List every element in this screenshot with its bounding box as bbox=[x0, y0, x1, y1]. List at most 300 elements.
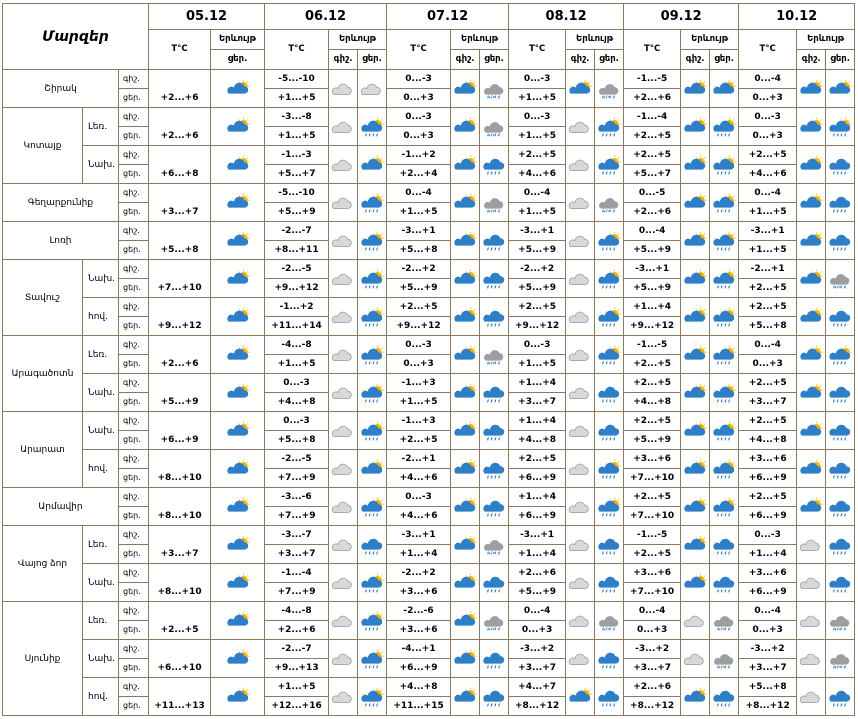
weather-icon-day bbox=[358, 450, 387, 488]
temp-value: +1...+5 bbox=[387, 203, 451, 222]
temp-value: +4...+8 bbox=[739, 431, 797, 450]
temp-value: -2...+2 bbox=[387, 260, 451, 279]
temp-value: +6...+9 bbox=[149, 412, 211, 450]
night-subheader: գիշ. bbox=[681, 50, 710, 70]
time-of-day: ցեր. bbox=[119, 279, 149, 298]
temp-value: -3...+2 bbox=[509, 640, 566, 659]
zone-name: հով. bbox=[83, 678, 119, 716]
weather-icon-day bbox=[826, 298, 855, 336]
region-name: Արարատ bbox=[3, 412, 83, 488]
zone-name: Լեռ. bbox=[83, 336, 119, 374]
weather-icon-day bbox=[480, 108, 509, 146]
temp-value: +5...+9 bbox=[509, 583, 566, 602]
weather-icon-day bbox=[358, 108, 387, 146]
temp-value: +5...+8 bbox=[739, 678, 797, 697]
weather-icon-night bbox=[681, 374, 710, 412]
temp-value: +11...+14 bbox=[265, 317, 329, 336]
weather-icon-night bbox=[566, 450, 595, 488]
weather-icon-day bbox=[480, 488, 509, 526]
weather-icon-day bbox=[358, 184, 387, 222]
weather-icon-night bbox=[451, 412, 480, 450]
weather-icon-night bbox=[797, 526, 826, 564]
temp-value: +3...+7 bbox=[149, 526, 211, 564]
temp-value: +6...+9 bbox=[739, 507, 797, 526]
temp-value: -3...-7 bbox=[265, 526, 329, 545]
weather-header: Երևույթ bbox=[566, 30, 624, 50]
weather-icon-day bbox=[595, 564, 624, 602]
temp-value: 0...-4 bbox=[387, 184, 451, 203]
temp-value: +4...+6 bbox=[387, 469, 451, 488]
weather-icon-day bbox=[595, 412, 624, 450]
weather-icon-day bbox=[710, 298, 739, 336]
temp-value: +3...+7 bbox=[509, 659, 566, 678]
weather-icon-night bbox=[681, 526, 710, 564]
weather-icon-day bbox=[710, 108, 739, 146]
temp-value: +2...+5 bbox=[739, 412, 797, 431]
weather-icon-night bbox=[329, 678, 358, 716]
temp-value: 0...-3 bbox=[739, 526, 797, 545]
weather-icon-night bbox=[797, 298, 826, 336]
weather-icon-night bbox=[681, 640, 710, 678]
temp-value: -5...-10 bbox=[265, 184, 329, 203]
weather-icon-day bbox=[595, 374, 624, 412]
temp-value: +3...+6 bbox=[739, 564, 797, 583]
weather-icon-night bbox=[566, 564, 595, 602]
weather-icon-day bbox=[595, 222, 624, 260]
temp-value: +4...+6 bbox=[387, 507, 451, 526]
weather-icon-night bbox=[566, 412, 595, 450]
weather-icon bbox=[211, 260, 265, 298]
weather-icon-night bbox=[797, 640, 826, 678]
weather-icon bbox=[211, 108, 265, 146]
temp-value: -1...+2 bbox=[265, 298, 329, 317]
zone-name: Նախ. bbox=[83, 564, 119, 602]
weather-icon bbox=[211, 222, 265, 260]
temp-value: +1...+5 bbox=[265, 89, 329, 108]
temp-value: +8...+11 bbox=[265, 241, 329, 260]
weather-icon bbox=[211, 640, 265, 678]
temp-value: +1...+4 bbox=[739, 545, 797, 564]
temp-value: +2...+5 bbox=[509, 298, 566, 317]
weather-icon bbox=[211, 450, 265, 488]
temp-value: -2...-7 bbox=[265, 640, 329, 659]
date-header: 10.12 bbox=[739, 4, 855, 30]
zone-name: Նախ. bbox=[83, 374, 119, 412]
temp-value: +8...+12 bbox=[509, 697, 566, 716]
weather-icon-day bbox=[480, 602, 509, 640]
temp-value: 0...+3 bbox=[509, 621, 566, 640]
temp-value: +5...+8 bbox=[149, 222, 211, 260]
time-of-day: գիշ. bbox=[119, 70, 149, 89]
time-of-day: ցեր. bbox=[119, 89, 149, 108]
weather-header: Երևույթ bbox=[329, 30, 387, 50]
temp-value: +2...+5 bbox=[739, 374, 797, 393]
temp-value: +6...+8 bbox=[149, 146, 211, 184]
weather-icon-day bbox=[595, 70, 624, 108]
temp-value: +7...+10 bbox=[624, 469, 681, 488]
time-of-day: ցեր. bbox=[119, 203, 149, 222]
weather-icon-night bbox=[681, 298, 710, 336]
region-name: Գեղարքունիք bbox=[3, 184, 119, 222]
time-of-day: գիշ. bbox=[119, 526, 149, 545]
temp-value: +4...+6 bbox=[509, 165, 566, 184]
temp-value: +9...+12 bbox=[149, 298, 211, 336]
temp-value: 0...-3 bbox=[265, 374, 329, 393]
regions-header: Մարզեր bbox=[3, 4, 149, 70]
temp-value: -3...+1 bbox=[509, 222, 566, 241]
temp-value: +1...+4 bbox=[387, 545, 451, 564]
temp-value: -1...-3 bbox=[265, 146, 329, 165]
region-name: Կոտայք bbox=[3, 108, 83, 184]
weather-icon-night bbox=[329, 108, 358, 146]
weather-icon-day bbox=[595, 640, 624, 678]
temp-value: +3...+6 bbox=[624, 450, 681, 469]
weather-icon-night bbox=[451, 564, 480, 602]
temp-value: -3...-8 bbox=[265, 108, 329, 127]
temp-value: +5...+9 bbox=[387, 279, 451, 298]
weather-icon-night bbox=[566, 374, 595, 412]
temp-value: -3...-6 bbox=[265, 488, 329, 507]
temp-value: +1...+5 bbox=[509, 89, 566, 108]
weather-icon-night bbox=[797, 184, 826, 222]
temp-value: -1...-5 bbox=[624, 336, 681, 355]
zone-name: Լեռ. bbox=[83, 108, 119, 146]
weather-icon-day bbox=[826, 526, 855, 564]
temp-value: +9...+12 bbox=[624, 317, 681, 336]
temp-value: +3...+6 bbox=[387, 583, 451, 602]
region-name: Տավուշ bbox=[3, 260, 83, 336]
weather-icon-day bbox=[480, 450, 509, 488]
zone-name: Լեռ. bbox=[83, 526, 119, 564]
temp-value: +8...+12 bbox=[739, 697, 797, 716]
weather-icon-day bbox=[710, 336, 739, 374]
time-of-day: գիշ. bbox=[119, 602, 149, 621]
temp-value: -1...+3 bbox=[387, 374, 451, 393]
zone-name: Նախ. bbox=[83, 412, 119, 450]
weather-icon-day bbox=[710, 184, 739, 222]
temp-value: +2...+6 bbox=[624, 203, 681, 222]
temp-value: -2...-5 bbox=[265, 260, 329, 279]
weather-icon-night bbox=[451, 260, 480, 298]
temp-value: +5...+8 bbox=[265, 431, 329, 450]
time-of-day: գիշ. bbox=[119, 108, 149, 127]
weather-header: Երևույթ bbox=[451, 30, 509, 50]
temp-value: 0...-3 bbox=[509, 336, 566, 355]
temp-value: +5...+9 bbox=[509, 279, 566, 298]
weather-icon-day bbox=[595, 488, 624, 526]
time-of-day: գիշ. bbox=[119, 184, 149, 203]
temp-value: +2...+5 bbox=[387, 298, 451, 317]
forecast-row bbox=[3, 488, 855, 507]
temp-value: +3...+7 bbox=[265, 545, 329, 564]
weather-icon-day bbox=[710, 222, 739, 260]
weather-icon-day bbox=[595, 526, 624, 564]
time-of-day: ցեր. bbox=[119, 545, 149, 564]
weather-icon-day bbox=[710, 602, 739, 640]
temp-value: +2...+5 bbox=[739, 146, 797, 165]
weather-icon bbox=[211, 678, 265, 716]
weather-icon-night bbox=[329, 146, 358, 184]
weather-icon-day bbox=[480, 184, 509, 222]
date-header: 05.12 bbox=[149, 4, 265, 30]
temp-value: +6...+9 bbox=[509, 507, 566, 526]
time-of-day: գիշ. bbox=[119, 336, 149, 355]
time-of-day: ցեր. bbox=[119, 355, 149, 374]
temp-value: +4...+8 bbox=[624, 393, 681, 412]
time-of-day: ցեր. bbox=[119, 507, 149, 526]
temp-value: -1...-5 bbox=[624, 526, 681, 545]
temp-value: +3...+7 bbox=[624, 659, 681, 678]
temp-value: +2...+5 bbox=[624, 545, 681, 564]
temp-value: -2...-5 bbox=[265, 450, 329, 469]
date-header: 06.12 bbox=[265, 4, 387, 30]
temp-value: 0...-3 bbox=[509, 70, 566, 89]
temp-value: +2...+5 bbox=[387, 431, 451, 450]
time-of-day: ցեր. bbox=[119, 469, 149, 488]
temp-value: +2...+5 bbox=[739, 279, 797, 298]
time-of-day: գիշ. bbox=[119, 450, 149, 469]
temp-value: +2...+5 bbox=[624, 488, 681, 507]
temp-value: 0...-4 bbox=[509, 184, 566, 203]
weather-icon-day bbox=[480, 146, 509, 184]
time-of-day: ցեր. bbox=[119, 241, 149, 260]
weather-icon-day bbox=[358, 374, 387, 412]
temp-value: +8...+10 bbox=[149, 450, 211, 488]
forecast-row bbox=[3, 108, 855, 127]
weather-icon-night bbox=[566, 108, 595, 146]
temp-value: +4...+7 bbox=[509, 678, 566, 697]
temp-value: -3...+2 bbox=[624, 640, 681, 659]
temp-value: -1...-5 bbox=[624, 70, 681, 89]
weather-icon-day bbox=[480, 336, 509, 374]
weather-icon-day bbox=[595, 184, 624, 222]
weather-icon-day bbox=[710, 70, 739, 108]
weather-icon-day bbox=[358, 564, 387, 602]
weather-icon-night bbox=[681, 260, 710, 298]
temp-value: +5...+9 bbox=[509, 241, 566, 260]
weather-icon-day bbox=[710, 488, 739, 526]
weather-icon-night bbox=[329, 564, 358, 602]
forecast-row bbox=[3, 298, 855, 317]
weather-icon-night bbox=[451, 488, 480, 526]
temp-value: -2...+1 bbox=[739, 260, 797, 279]
weather-icon-night bbox=[329, 298, 358, 336]
weather-icon-night bbox=[329, 526, 358, 564]
weather-icon-night bbox=[797, 450, 826, 488]
weather-icon-night bbox=[681, 146, 710, 184]
weather-icon-day bbox=[358, 602, 387, 640]
weather-icon bbox=[211, 374, 265, 412]
temp-value: 0...-3 bbox=[265, 412, 329, 431]
temp-value: -1...-4 bbox=[624, 108, 681, 127]
weather-icon-night bbox=[681, 678, 710, 716]
temp-value: -4...-8 bbox=[265, 336, 329, 355]
weather-icon-night bbox=[797, 488, 826, 526]
weather-icon-day bbox=[826, 70, 855, 108]
weather-icon-night bbox=[797, 146, 826, 184]
temp-value: +2...+4 bbox=[387, 165, 451, 184]
weather-icon-day bbox=[710, 450, 739, 488]
region-name: Արմավիր bbox=[3, 488, 119, 526]
weather-icon-night bbox=[681, 336, 710, 374]
weather-icon-day bbox=[826, 184, 855, 222]
forecast-row bbox=[3, 374, 855, 393]
zone-name: Լեռ. bbox=[83, 602, 119, 640]
temp-header: T°C bbox=[265, 30, 329, 70]
temp-value: -4...-8 bbox=[265, 602, 329, 621]
temp-header: T°C bbox=[509, 30, 566, 70]
temp-value: +9...+13 bbox=[265, 659, 329, 678]
temp-value: -4...+1 bbox=[387, 640, 451, 659]
temp-value: +2...+6 bbox=[624, 89, 681, 108]
temp-value: 0...+3 bbox=[739, 355, 797, 374]
weather-header: Երևույթ bbox=[797, 30, 855, 50]
weather-icon bbox=[211, 336, 265, 374]
temp-value: +9...+12 bbox=[387, 317, 451, 336]
temp-value: +1...+5 bbox=[265, 127, 329, 146]
weather-icon-night bbox=[681, 70, 710, 108]
weather-icon-night bbox=[566, 298, 595, 336]
weather-icon bbox=[211, 564, 265, 602]
weather-icon-night bbox=[329, 260, 358, 298]
weather-icon-night bbox=[451, 602, 480, 640]
weather-icon-day bbox=[595, 108, 624, 146]
forecast-row bbox=[3, 564, 855, 583]
temp-value: +12...+16 bbox=[265, 697, 329, 716]
weather-icon-day bbox=[826, 640, 855, 678]
night-subheader: գիշ. bbox=[566, 50, 595, 70]
temp-value: +7...+9 bbox=[265, 469, 329, 488]
weather-icon-night bbox=[566, 70, 595, 108]
weather-icon-day bbox=[710, 526, 739, 564]
weather-icon-day bbox=[826, 108, 855, 146]
forecast-row bbox=[3, 678, 855, 697]
temp-value: -2...+2 bbox=[387, 564, 451, 583]
weather-icon-day bbox=[595, 602, 624, 640]
weather-icon-day bbox=[358, 146, 387, 184]
temp-value: +9...+12 bbox=[265, 279, 329, 298]
weather-icon-day bbox=[358, 526, 387, 564]
temp-value: 0...-3 bbox=[387, 70, 451, 89]
temp-value: +8...+10 bbox=[149, 564, 211, 602]
weather-icon-night bbox=[681, 108, 710, 146]
weather-icon-night bbox=[681, 184, 710, 222]
time-of-day: գիշ. bbox=[119, 564, 149, 583]
weather-icon-night bbox=[451, 526, 480, 564]
temp-value: 0...-4 bbox=[509, 602, 566, 621]
weather-icon-day bbox=[826, 488, 855, 526]
weather-icon-night bbox=[681, 412, 710, 450]
temp-value: +1...+5 bbox=[509, 203, 566, 222]
time-of-day: գիշ. bbox=[119, 412, 149, 431]
weather-icon-day bbox=[358, 640, 387, 678]
temp-value: +2...+6 bbox=[509, 564, 566, 583]
weather-icon-night bbox=[329, 412, 358, 450]
temp-value: +5...+8 bbox=[387, 241, 451, 260]
temp-value: +3...+7 bbox=[149, 184, 211, 222]
time-of-day: ցեր. bbox=[119, 317, 149, 336]
weather-icon-night bbox=[451, 336, 480, 374]
temp-value: -3...+1 bbox=[387, 222, 451, 241]
temp-value: +11...+13 bbox=[149, 678, 211, 716]
weather-icon bbox=[211, 146, 265, 184]
temp-value: -3...+1 bbox=[387, 526, 451, 545]
temp-value: 0...-4 bbox=[739, 184, 797, 203]
temp-value: +2...+5 bbox=[624, 374, 681, 393]
weather-icon-day bbox=[595, 450, 624, 488]
weather-icon bbox=[211, 298, 265, 336]
temp-value: 0...-4 bbox=[624, 222, 681, 241]
weather-icon bbox=[211, 526, 265, 564]
temp-value: +7...+10 bbox=[624, 507, 681, 526]
time-of-day: գիշ. bbox=[119, 222, 149, 241]
weather-header: Երևույթ bbox=[681, 30, 739, 50]
temp-value: +2...+5 bbox=[149, 602, 211, 640]
temp-value: +4...+8 bbox=[387, 678, 451, 697]
temp-value: +5...+9 bbox=[624, 279, 681, 298]
weather-icon-day bbox=[826, 222, 855, 260]
weather-icon-night bbox=[329, 450, 358, 488]
temp-value: +3...+7 bbox=[509, 393, 566, 412]
temp-value: +1...+4 bbox=[509, 374, 566, 393]
temp-value: +1...+4 bbox=[624, 298, 681, 317]
time-of-day: գիշ. bbox=[119, 374, 149, 393]
temp-value: +3...+6 bbox=[624, 564, 681, 583]
weather-icon-day bbox=[826, 602, 855, 640]
night-subheader: գիշ. bbox=[329, 50, 358, 70]
weather-icon-day bbox=[358, 488, 387, 526]
temp-value: +7...+9 bbox=[265, 583, 329, 602]
temp-header: T°C bbox=[624, 30, 681, 70]
region-name: Սյունիք bbox=[3, 602, 83, 716]
weather-icon-day bbox=[710, 412, 739, 450]
temp-value: +1...+5 bbox=[739, 203, 797, 222]
weather-icon-day bbox=[358, 336, 387, 374]
time-of-day: ցեր. bbox=[119, 583, 149, 602]
temp-value: -2...-7 bbox=[265, 222, 329, 241]
temp-value: -1...-4 bbox=[265, 564, 329, 583]
temp-header: T°C bbox=[387, 30, 451, 70]
zone-name: Նախ. bbox=[83, 260, 119, 298]
temp-value: 0...-4 bbox=[624, 602, 681, 621]
weather-icon-night bbox=[566, 184, 595, 222]
weather-icon-night bbox=[566, 602, 595, 640]
temp-value: +3...+7 bbox=[739, 393, 797, 412]
temp-value: +6...+9 bbox=[739, 469, 797, 488]
region-name: Լոռի bbox=[3, 222, 119, 260]
temp-value: -5...-10 bbox=[265, 70, 329, 89]
temp-value: +1...+5 bbox=[739, 241, 797, 260]
region-name: Վայոց ձոր bbox=[3, 526, 83, 602]
weather-icon-night bbox=[451, 678, 480, 716]
temp-value: +6...+9 bbox=[387, 659, 451, 678]
weather-icon-day bbox=[358, 222, 387, 260]
time-of-day: գիշ. bbox=[119, 640, 149, 659]
weather-icon-day bbox=[826, 678, 855, 716]
date-header: 07.12 bbox=[387, 4, 509, 30]
temp-value: +6...+10 bbox=[149, 640, 211, 678]
weather-icon-day bbox=[358, 260, 387, 298]
zone-name: հով. bbox=[83, 450, 119, 488]
weather-icon-night bbox=[797, 70, 826, 108]
temp-value: 0...-3 bbox=[387, 488, 451, 507]
temp-value: +2...+5 bbox=[509, 146, 566, 165]
weather-icon-day bbox=[710, 146, 739, 184]
temp-value: +1...+5 bbox=[265, 355, 329, 374]
temp-value: +4...+8 bbox=[509, 431, 566, 450]
temp-value: +6...+9 bbox=[739, 583, 797, 602]
temp-value: +3...+7 bbox=[739, 659, 797, 678]
